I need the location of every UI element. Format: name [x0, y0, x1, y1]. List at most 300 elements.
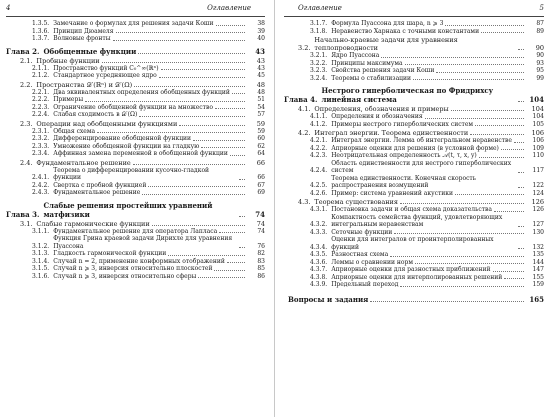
- toc-entry-number: 2.2.1.: [32, 88, 50, 96]
- toc-entry-title-wrap: [49, 258, 247, 266]
- toc-entry-title-wrap: [39, 47, 247, 56]
- dot-leader: [390, 256, 524, 257]
- toc-entry-title: Дифференцирование обобщенной функции: [53, 135, 192, 142]
- dot-leader: [179, 125, 245, 126]
- toc-entry-title-wrap: [49, 135, 247, 143]
- toc-entry-title: Фундаментальное решение для оператора Лапласа: [53, 227, 218, 235]
- toc-entry-title: Аффинная замена переменной в обобщенной функции: [53, 150, 228, 157]
- toc-subsection: [6, 72, 265, 80]
- toc-page-number: 62: [257, 142, 265, 150]
- dot-leader: [159, 77, 245, 78]
- toc-subsection: [6, 65, 265, 73]
- toc-entry-title: Фундаментальное решение: [36, 158, 131, 167]
- toc-subsection: [284, 152, 544, 160]
- toc-page-number: 90: [536, 52, 544, 59]
- page-number: 5: [539, 4, 544, 12]
- toc-page-number: 45: [257, 72, 265, 79]
- dot-leader: [102, 62, 245, 63]
- toc-entry-title: Ядро Пуассона: [331, 52, 380, 59]
- toc-entry-title-wrap: [327, 121, 526, 129]
- toc-entry-title: Априорные оценки для разностных приближений: [331, 266, 491, 273]
- toc-entry-title-wrap: [32, 81, 247, 89]
- toc-page-number: 59: [257, 127, 265, 135]
- toc-entry-title-wrap: [49, 111, 247, 119]
- toc-page-number: 93: [536, 59, 544, 67]
- toc-page-number: 124: [532, 189, 544, 197]
- toc-entry-number: 3.1.: [20, 219, 33, 228]
- toc-subsection: [284, 251, 544, 259]
- toc-entry-number: 2.1.1.: [32, 64, 50, 72]
- dot-leader: [518, 101, 524, 102]
- toc-page-number: 122: [532, 182, 544, 189]
- toc-entry-title: Теоремы о стабилизации: [331, 74, 411, 82]
- toc-entry-title: Интеграл энергии. Теорема единственности: [314, 129, 469, 137]
- toc-entry-title-wrap: [327, 251, 526, 259]
- toc-entry-number: 2.3.: [20, 119, 33, 128]
- toc-entry-number: 2.4.: [20, 158, 33, 167]
- dot-leader: [370, 301, 524, 302]
- toc-entry-number: 4.2.5.: [310, 182, 328, 189]
- page-number: 4: [6, 4, 11, 12]
- toc-page-number: 144: [532, 258, 544, 266]
- toc-subsection: [6, 20, 265, 28]
- toc-page-number: 66: [257, 174, 265, 181]
- toc-page-number: 99: [536, 74, 544, 82]
- toc-entry-title: Вопросы и задания: [288, 294, 369, 304]
- toc-entry-number: 4.3.: [298, 198, 311, 206]
- toc-subsection: [284, 229, 544, 237]
- dot-leader: [501, 149, 524, 150]
- toc-entry-title: Обобщенные функции: [43, 46, 137, 56]
- toc-subsection: [284, 190, 544, 198]
- toc-entry-title: Случай n = 2, применение конформных отображений: [53, 257, 225, 265]
- toc-entry-title-wrap: [49, 35, 247, 43]
- toc-subsection: [6, 265, 265, 273]
- toc-entry-number: Глава 3.: [6, 209, 40, 219]
- dot-leader: [133, 164, 245, 165]
- toc-section: [284, 129, 544, 137]
- toc-entry-title-wrap: [49, 89, 247, 97]
- toc-entry-number: 4.3.1.: [310, 206, 328, 213]
- toc-entry-number: 1.3.6.: [32, 27, 50, 35]
- toc-subsection: [6, 250, 265, 258]
- toc-entry-title: Постановка задачи и общая схема доказательства: [331, 206, 492, 213]
- toc-entry-title-wrap: [327, 266, 526, 274]
- toc-page-number: 89: [536, 27, 544, 35]
- toc-entry-title: Неравенство Харнака с точными константами: [331, 27, 480, 35]
- toc-entry-title: Принципы максимума: [331, 59, 403, 67]
- toc-entry-title: Пространство функций C₀^∞(ℝⁿ): [53, 64, 159, 72]
- toc-subsection: [284, 236, 544, 251]
- toc-entry-title: Формула Пуассона для шара, n ⩾ 3: [331, 20, 444, 27]
- toc-subsection: [284, 175, 544, 190]
- dot-leader: [152, 225, 245, 226]
- dot-leader: [232, 93, 245, 94]
- toc-section: [6, 57, 265, 65]
- toc-page-number: 43: [256, 56, 265, 65]
- dot-leader: [113, 40, 246, 41]
- toc-entry-title: Умножение обобщенной функции на гладкую: [53, 142, 200, 150]
- dot-leader: [518, 248, 524, 249]
- toc-entry-title-wrap: [327, 60, 526, 68]
- toc-entry-number: 2.2.2.: [32, 96, 50, 103]
- toc-entry-title: Теорема единственности. Конечная скорость распространения возмущений: [331, 174, 477, 189]
- toc-page-number: 147: [532, 266, 544, 273]
- toc-entry-title: Интеграл энергии. Лемма об интегральном неравенстве: [331, 137, 512, 144]
- toc-subsection: [6, 111, 265, 119]
- toc-entry-title: Случай n ⩾ 3, инверсия относительно сферы: [53, 272, 197, 280]
- toc-entry-title-wrap: [32, 220, 247, 228]
- toc-entry-title: Стандартное усредняющее ядро: [53, 72, 157, 79]
- dot-leader: [518, 172, 524, 173]
- toc-page-number: 105: [532, 120, 544, 128]
- toc-subsection: [6, 189, 265, 197]
- toc-subsection: [6, 150, 265, 158]
- toc-entry-title: Гладкость гармонической функции: [53, 250, 167, 257]
- toc-entry-number: 2.3.2.: [32, 135, 50, 142]
- dot-leader: [134, 86, 245, 87]
- toc-section: [6, 120, 265, 128]
- toc-entry-title-wrap: [49, 20, 247, 28]
- toc-entry-title-wrap: [327, 160, 526, 175]
- toc-page-number: 40: [257, 35, 265, 42]
- toc-page-number: 43: [257, 64, 265, 72]
- toc-entry-title-wrap: [327, 175, 526, 190]
- toc-page-number: 67: [257, 181, 265, 189]
- toc-page-number: 38: [257, 20, 265, 27]
- toc-entry-number: 4.2.3.: [310, 152, 328, 159]
- toc-page-number: 95: [536, 67, 544, 74]
- toc-entry-number: 3.2.1.: [310, 52, 328, 59]
- toc-section: [284, 105, 544, 113]
- toc-entry-number: Глава 4.: [284, 95, 318, 104]
- dot-leader: [230, 155, 245, 156]
- dot-leader: [142, 194, 245, 195]
- dot-leader: [436, 72, 524, 73]
- page-header: [6, 0, 265, 17]
- toc-subsection: [6, 258, 265, 266]
- toc-entry-number: 4.3.5.: [310, 251, 328, 258]
- toc-subsection: [284, 67, 544, 75]
- table-of-contents: [6, 20, 265, 280]
- toc-entry-number: 3.1.3.: [32, 250, 50, 257]
- toc-entry-number: 4.3.7.: [310, 266, 328, 273]
- toc-entry-number: 1.3.5.: [32, 20, 50, 27]
- toc-entry-number: 4.2.1.: [310, 137, 328, 144]
- toc-entry-title: Оценки для интегралов от проинтерполированных функций: [331, 236, 494, 251]
- toc-page-number: 74: [257, 227, 265, 235]
- toc-entry-number: 2.1.2.: [32, 72, 50, 79]
- toc-entry-number: 3.1.1.: [32, 227, 50, 235]
- toc-entry-title: Операции над обобщенными функциями: [36, 119, 178, 128]
- toc-page-number: 110: [532, 152, 544, 159]
- toc-entry-number: 2.3.1.: [32, 127, 50, 135]
- toc-entry-number: 4.3.6.: [310, 258, 328, 266]
- toc-entry-title: Нестрого гиперболическая по Фридрихсу линейная система: [321, 86, 494, 104]
- toc-entry-title: Функция Грина краевой задачи Дирихле для уравнения Пуассона: [53, 235, 233, 250]
- toc-page-number: 74: [256, 219, 265, 228]
- toc-entry-title: Ограничение обобщенной функции на множество: [53, 103, 213, 111]
- toc-entry-number: 3.1.8.: [310, 27, 328, 35]
- toc-page-number: 64: [257, 150, 265, 157]
- toc-entry-title-wrap: [284, 295, 526, 304]
- toc-entry-title-wrap: [327, 20, 526, 28]
- dot-leader: [198, 277, 245, 278]
- toc-entry-title-wrap: [49, 72, 247, 80]
- toc-entry-title: Пример: система уравнений акустики: [331, 189, 454, 197]
- dot-leader: [445, 25, 524, 26]
- toc-page-number: 104: [532, 113, 544, 120]
- dot-leader: [504, 278, 524, 279]
- toc-entry-title-wrap: [327, 236, 526, 251]
- toc-chapter: [6, 47, 265, 56]
- dot-leader: [425, 118, 524, 119]
- toc-entry-number: 4.1.2.: [310, 120, 328, 128]
- dot-leader: [85, 101, 245, 102]
- toc-entry-title: Слабые решения простейших уравнений матфизики: [43, 200, 213, 219]
- toc-page-number: 109: [532, 144, 544, 152]
- toc-page-number: 69: [257, 189, 265, 196]
- toc-subsection: [284, 52, 544, 60]
- toc-subsection: [284, 266, 544, 274]
- toc-entry-number: 3.1.4.: [32, 257, 50, 265]
- toc-entry-title: Волновые фронты: [53, 35, 111, 42]
- toc-subsection: [6, 182, 265, 190]
- toc-entry-number: 4.2.6.: [310, 189, 328, 197]
- toc-subsection: [284, 145, 544, 153]
- toc-final-entry: [284, 295, 544, 304]
- toc-subsection: [6, 89, 265, 97]
- toc-page-number: 76: [257, 242, 265, 250]
- toc-page-number: 90: [535, 44, 544, 52]
- toc-entry-title-wrap: [49, 143, 247, 151]
- toc-subsection: [284, 259, 544, 267]
- toc-subsection: [284, 214, 544, 229]
- toc-page-number: 126: [531, 198, 544, 206]
- toc-entry-title-wrap: [327, 152, 526, 160]
- toc-entry-number: 3.1.7.: [310, 20, 328, 27]
- toc-page-number: 82: [257, 250, 265, 257]
- dot-leader: [97, 132, 245, 133]
- running-title: Оглавление: [207, 4, 251, 12]
- toc-entry-title-wrap: [49, 28, 247, 36]
- dot-leader: [394, 233, 524, 234]
- dot-leader: [518, 226, 524, 227]
- toc-subsection: [284, 113, 544, 121]
- toc-entry-title-wrap: [49, 65, 247, 73]
- dot-leader: [219, 232, 245, 233]
- toc-entry-title-wrap: [327, 274, 526, 282]
- toc-entry-number: 4.3.2.: [310, 221, 328, 228]
- toc-entry-number: 4.1.: [298, 105, 311, 113]
- dot-leader: [400, 286, 524, 287]
- dot-leader: [227, 262, 245, 263]
- dot-leader: [239, 247, 245, 248]
- toc-entry-title-wrap: [317, 86, 526, 104]
- toc-entry-title-wrap: [310, 36, 526, 52]
- toc-entry-title-wrap: [49, 96, 247, 104]
- toc-entry-number: 2.4.1.: [32, 174, 50, 181]
- toc-chapter: [6, 201, 265, 219]
- toc-section: [6, 81, 265, 89]
- toc-entry-number: 4.2.4.: [310, 167, 328, 174]
- toc-page-number: 106: [532, 137, 544, 144]
- toc-entry-number: Глава 2.: [6, 46, 40, 56]
- toc-subsection: [6, 167, 265, 182]
- toc-entry-title: Определения, обозначения и примеры: [314, 105, 449, 113]
- dot-leader: [494, 211, 524, 212]
- toc-page-number: 86: [257, 272, 265, 280]
- toc-subsection: [284, 274, 544, 282]
- toc-page-number: 127: [532, 221, 544, 228]
- toc-subsection: [6, 104, 265, 112]
- toc-entry-number: 3.2.2.: [310, 59, 328, 67]
- toc-subsection: [6, 143, 265, 151]
- toc-entry-number: 4.3.3.: [310, 228, 328, 236]
- toc-entry-title-wrap: [327, 229, 526, 237]
- dot-leader: [148, 186, 245, 187]
- toc-entry-title: Теорема существования: [314, 198, 398, 206]
- toc-page-number: 165: [529, 294, 544, 304]
- toc-entry-title-wrap: [310, 198, 526, 206]
- toc-entry-title-wrap: [327, 28, 526, 36]
- toc-entry-title: Свертка с пробной функцией: [53, 181, 147, 189]
- toc-entry-number: 4.3.4.: [310, 243, 328, 251]
- toc-entry-number: 4.3.9.: [310, 281, 328, 288]
- toc-subsection: [6, 128, 265, 136]
- toc-entry-number: 3.1.6.: [32, 272, 50, 280]
- toc-entry-number: 4.1.1.: [310, 113, 328, 120]
- toc-subsection: [284, 281, 544, 289]
- toc-section: [284, 198, 544, 206]
- dot-leader: [451, 110, 524, 111]
- dot-leader: [193, 140, 245, 141]
- dot-leader: [381, 57, 524, 58]
- toc-entry-title: Леммы о сравнении норм: [331, 258, 414, 266]
- toc-subsection: [284, 75, 544, 83]
- toc-entry-title: Определения и обозначения: [331, 113, 423, 120]
- toc-subsection: [6, 235, 265, 250]
- toc-page-number: 130: [532, 228, 544, 236]
- toc-entry-title-wrap: [39, 201, 247, 219]
- toc-entry-title-wrap: [327, 145, 526, 153]
- toc-subsection: [284, 160, 544, 175]
- toc-page-number: 83: [257, 257, 265, 265]
- toc-page-number: 48: [256, 80, 265, 89]
- toc-entry-number: 2.2.: [20, 80, 33, 89]
- toc-entry-title-wrap: [327, 75, 526, 83]
- toc-page-number: 106: [531, 129, 544, 137]
- toc-subsection: [6, 228, 265, 236]
- dot-leader: [455, 194, 524, 195]
- toc-entry-title-wrap: [49, 235, 247, 250]
- dot-leader: [475, 125, 524, 126]
- toc-page-number: 51: [257, 96, 265, 103]
- toc-entry-title: Случай n ⩾ 3, инверсия относительно плоскостей: [53, 265, 213, 272]
- toc-entry-title: Пространства 𝒟′(ℝⁿ) и 𝒟′(Ω): [36, 80, 133, 89]
- dot-leader: [481, 32, 524, 33]
- toc-entry-title: Два эквивалентных определения обобщенных функций: [53, 88, 230, 96]
- toc-entry-number: 3.2.: [298, 44, 311, 52]
- toc-entry-title: Начально-краевые задачи для уравнения теплопроводности: [314, 36, 458, 52]
- toc-entry-title: Сеточные функции: [331, 228, 393, 236]
- toc-entry-title: Компактность семейства функций, удовлетворяющих интегральным неравенствам: [331, 213, 503, 228]
- toc-page-number: 43: [255, 46, 265, 56]
- toc-entry-title: Слабая сходимость в 𝒟′(Ω): [53, 111, 138, 118]
- toc-entry-number: 4.2.: [298, 129, 311, 137]
- dot-leader: [400, 203, 524, 204]
- dot-leader: [139, 116, 245, 117]
- dot-leader: [405, 64, 524, 65]
- dot-leader: [514, 142, 524, 143]
- toc-page-number: 104: [531, 105, 544, 113]
- toc-subsection: [6, 35, 265, 43]
- toc-page-number: 59: [256, 119, 265, 128]
- dot-leader: [493, 271, 524, 272]
- dot-leader: [116, 32, 245, 33]
- toc-entry-title: Замечание о формулах для решения задачи Коши: [53, 20, 214, 27]
- toc-entry-title-wrap: [310, 105, 526, 113]
- dot-leader: [138, 53, 245, 54]
- toc-entry-number: 1.3.7.: [32, 35, 50, 42]
- toc-entry-title: Свойства решения задачи Коши: [331, 67, 435, 74]
- toc-subsection: [6, 28, 265, 36]
- toc-entry-title-wrap: [32, 120, 247, 128]
- toc-subsection: [6, 273, 265, 281]
- toc-page-number: 74: [255, 209, 265, 219]
- toc-page-number: 48: [257, 88, 265, 96]
- toc-entry-title-wrap: [49, 265, 247, 273]
- toc-section: [6, 159, 265, 167]
- toc-entry-title-wrap: [327, 137, 526, 145]
- toc-page-number: 117: [532, 167, 544, 174]
- toc-page-number: 54: [257, 103, 265, 111]
- toc-entry-title: Предельный переход: [331, 281, 399, 288]
- running-title: Оглавление: [298, 4, 342, 12]
- toc-section: [284, 36, 544, 52]
- toc-entry-title-wrap: [49, 182, 247, 190]
- toc-entry-title: Пробные функции: [36, 56, 100, 65]
- toc-subsection: [284, 60, 544, 68]
- toc-page-number: 66: [256, 158, 265, 167]
- dot-leader: [413, 79, 524, 80]
- dot-leader: [470, 134, 524, 135]
- toc-page-number: 39: [257, 27, 265, 35]
- toc-section: [6, 220, 265, 228]
- toc-entry-title: Неотрицательная определенность 𝒜(t, τ, x, y): [331, 152, 477, 159]
- toc-entry-number: 2.4.2.: [32, 181, 50, 189]
- toc-page-number: 85: [257, 265, 265, 272]
- toc-entry-title: Слабые гармонические функции: [36, 219, 150, 228]
- toc-entry-title-wrap: [49, 250, 247, 258]
- toc-entry-title-wrap: [49, 189, 247, 197]
- toc-page-number: 104: [529, 95, 544, 104]
- toc-entry-number: 3.1.5.: [32, 265, 50, 272]
- toc-chapter: [284, 86, 544, 104]
- toc-entry-title-wrap: [327, 190, 526, 198]
- toc-entry-title-wrap: [327, 52, 526, 60]
- toc-page-number: 57: [257, 111, 265, 118]
- toc-entry-title-wrap: [327, 259, 526, 267]
- toc-entry-title-wrap: [32, 57, 247, 65]
- toc-entry-title: Априорные оценки для решения (в условной форме): [331, 144, 499, 152]
- toc-entry-title: Примеры: [53, 96, 84, 103]
- toc-entry-title: Примеры нестрого гиперболических систем: [331, 120, 474, 128]
- toc-subsection: [284, 206, 544, 214]
- toc-entry-title: Теорема о дифференцировании кусочно-гладкой функции: [53, 166, 210, 181]
- toc-subsection: [284, 20, 544, 28]
- dot-leader: [239, 179, 245, 180]
